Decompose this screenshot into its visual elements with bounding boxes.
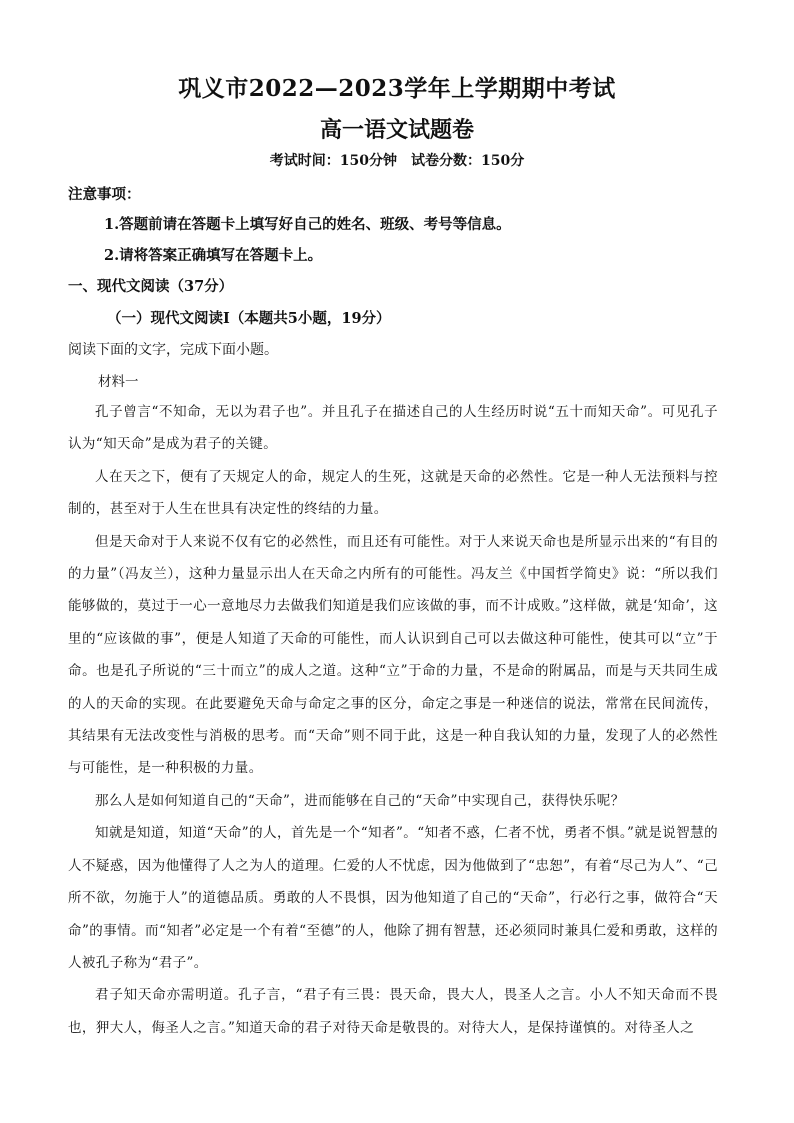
exam-title: 巩义市2022—2023学年上学期期中考试 [178, 75, 616, 102]
reading-instruction: 阅读下面的文字，完成下面小题。 [68, 342, 278, 358]
passage-paragraph: 那么人是如何知道自己的“天命”，进而能够在自己的“天命”中实现自己，获得快乐呢？ [95, 792, 625, 809]
passage-paragraph: 知就是知道，知道“天命”的人，首先是一个“知者”。“知者不惑，仁者不忧，勇者不惧。”就是说智慧的人不疑惑，因为他懂得了人之为人的道理。仁爱的人不忧虑，因为他做到了“忠恕”，有着“尽己为人”、“己所不欲，勿施于人”的道德品质。勇敢的人不畏惧，因为他知道了自己的“天命”，行必行之事，做符合“天命”的事情。而“知者”必定是一个有着“至德”的人，他除了拥有智慧，还必须同时兼具仁爱和勇敢，这样的人被孔子称为“君子”。 [68, 825, 718, 971]
material-label: 材料一 [98, 374, 139, 390]
exam-time: 考试时间：150分钟 [269, 153, 397, 169]
subsection-heading: （一）现代文阅读Ⅰ（本题共5小题，19分） [107, 310, 391, 327]
exam-subtitle: 高一语文试题卷 [319, 117, 474, 143]
notice-item: 2.请将答案正确填写在答题卡上。 [104, 247, 323, 264]
notice-heading: 注意事项： [68, 186, 141, 203]
passage-paragraph: 但是天命对于人来说不仅有它的必然性，而且还有可能性。对于人来说天命也是所显示出来的“有目的的力量”（冯友兰），这种力量显示出人在天命之内所有的可能性。冯友兰《中国哲学简史》说：“所以我们能够做的，莫过于一心一意地尽力去做我们知道是我们应该做的事，而不计成败。”这样做，就是‘知命’，这里的“应该做的事”，便是人知道了天命的可能性，而人认识到自己可以去做这种可能性，使其可以“立”于命。也是孔子所说的“三十而立”的成人之道。这种“立”于命的力量，不是命的附属品，而是与天共同生成的人的天命的实现。在此要避免天命与命定之事的区分，命定之事是一种迷信的说法，常常在民间流传，其结果有无法改变性与消极的思考。而“天命”则不同于此，这是一种自我认知的力量，发现了人的必然性与可能性，是一种积极的力量。 [68, 533, 718, 777]
passage-paragraph: 君子知天命亦需明道。孔子言，“君子有三畏：畏天命，畏大人，畏圣人之言。小人不知天命而不畏也，狎大人，侮圣人之言。”知道天命的君子对待天命是敬畏的。对待大人，是保持谨慎的。对待圣人之 [68, 987, 718, 1036]
exam-info [0, 150, 794, 170]
passage-body [68, 396, 718, 1044]
passage-paragraph: 人在天之下，便有了天规定人的命，规定人的生死，这就是天命的必然性。它是一种人无法预料与控制的，甚至对于人生在世具有决定性的终结的力量。 [68, 468, 718, 518]
passage-paragraph: 孔子曾言“不知命，无以为君子也”。并且孔子在描述自己的人生经历时说“五十而知天命”。可见孔子认为“知天命”是成为君子的关键。 [68, 404, 718, 453]
notice-item: 1.答题前请在答题卡上填写好自己的姓名、班级、考号等信息。 [104, 216, 511, 233]
exam-score: 试卷分数：150分 [411, 153, 525, 169]
section-heading: 一、现代文阅读（37分） [68, 278, 234, 295]
